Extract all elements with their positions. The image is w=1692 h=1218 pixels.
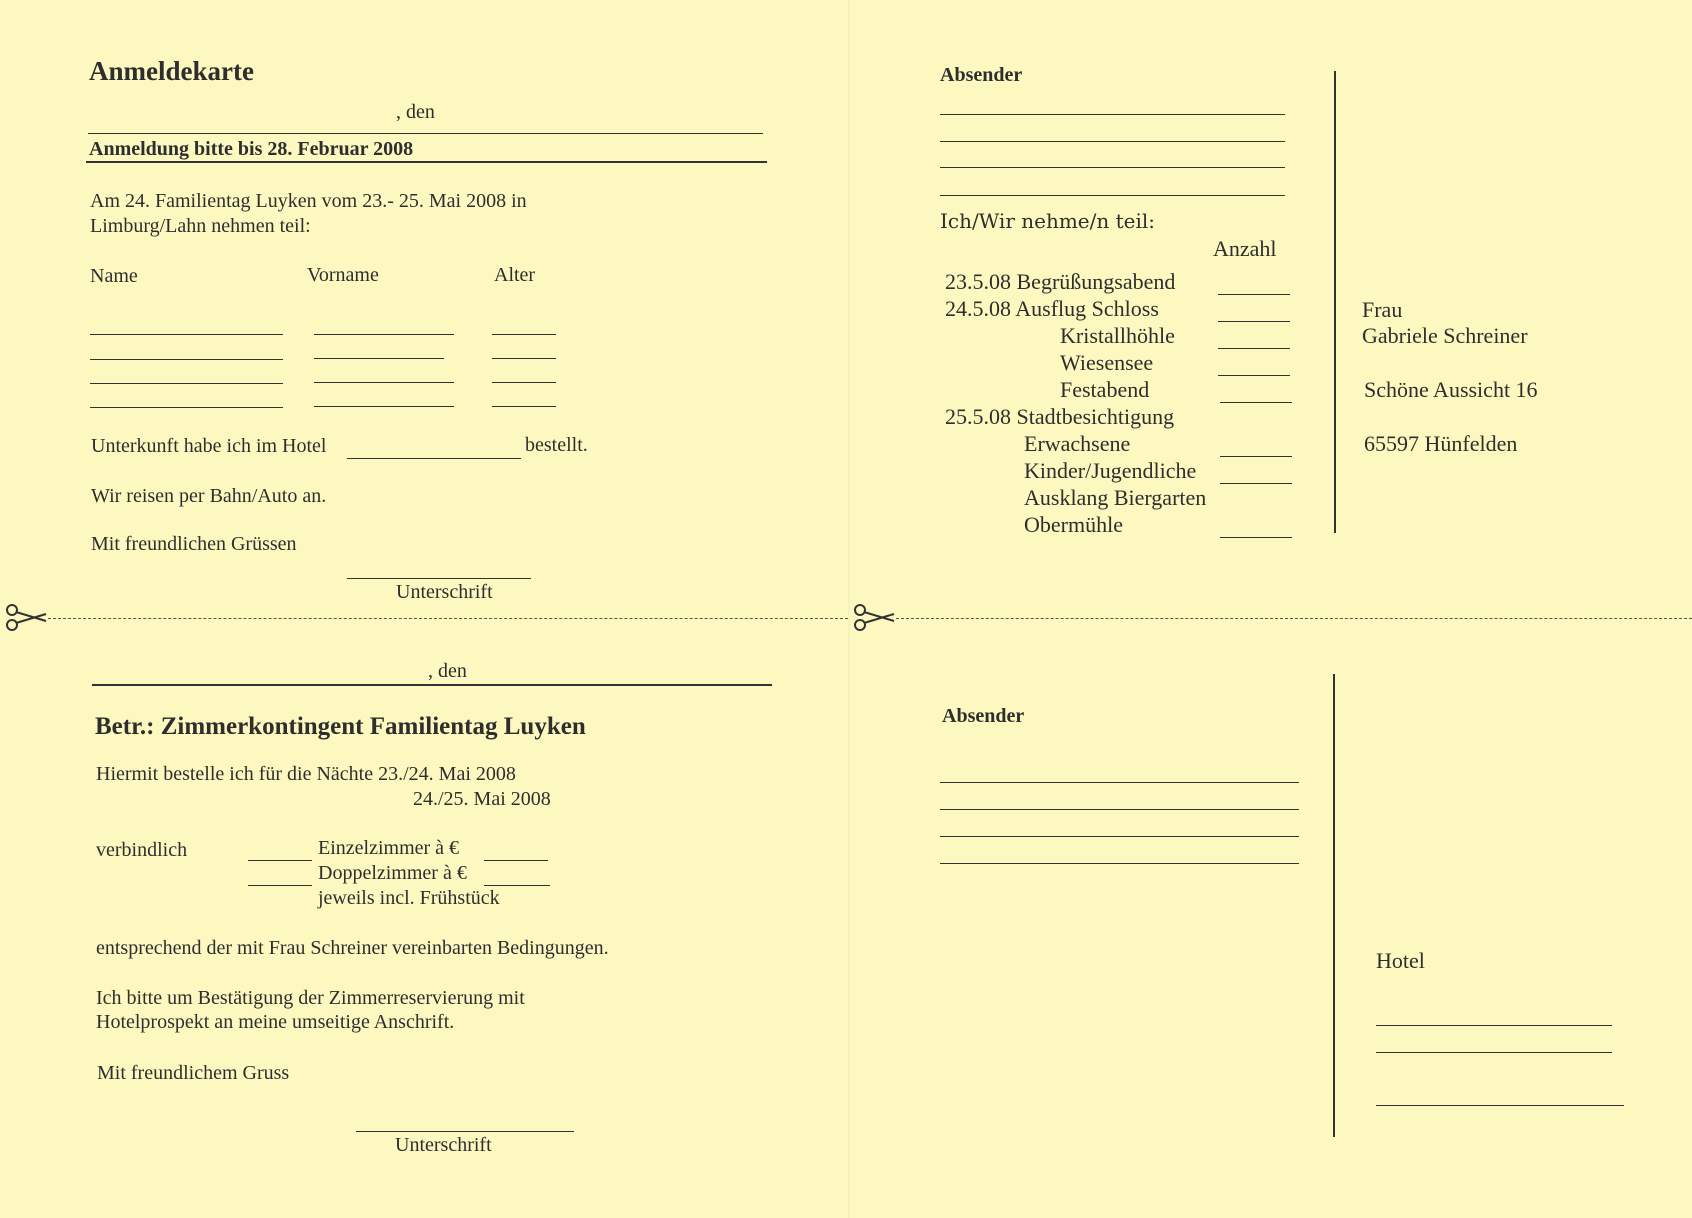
double-room-count-blank[interactable]	[248, 885, 312, 886]
breakfast-note: jeweils incl. Frühstück	[318, 887, 500, 909]
single-room-label: Einzelzimmer à €	[318, 837, 460, 859]
name-blank[interactable]	[90, 383, 283, 384]
hotel-suffix: bestellt.	[525, 434, 588, 456]
vorname-blank[interactable]	[314, 406, 454, 407]
column-header-alter: Alter	[494, 264, 536, 286]
sender-line[interactable]	[940, 195, 1285, 196]
event-crystal-cave: Kristallhöhle	[1060, 323, 1175, 348]
sender-line[interactable]	[940, 809, 1299, 810]
vorname-blank[interactable]	[314, 334, 454, 335]
event-obermuehle: Obermühle	[1024, 512, 1123, 537]
recipient-hotel-label: Hotel	[1376, 948, 1425, 973]
double-room-label: Doppelzimmer à €	[318, 862, 467, 884]
hotel-address-line[interactable]	[1376, 1025, 1612, 1026]
hotel-address-line[interactable]	[1376, 1052, 1612, 1053]
event-city-tour: 25.5.08 Stadtbesichtigung	[945, 404, 1175, 429]
order-line-1: Hiermit bestelle ich für die Nächte 23./24. Mai 2008	[96, 763, 516, 785]
address-divider	[1334, 71, 1336, 533]
sender-heading: Absender	[940, 64, 1023, 86]
address-divider	[1333, 674, 1335, 1137]
sender-line[interactable]	[940, 782, 1299, 783]
participation-heading: Ich/Wir nehme/n teil:	[940, 209, 1156, 233]
signature-line[interactable]	[356, 1131, 574, 1132]
sender-line[interactable]	[940, 863, 1299, 864]
conditions-text: entsprechend der mit Frau Schreiner vereinbarten Bedingungen.	[96, 937, 609, 959]
sender-line[interactable]	[940, 141, 1285, 142]
scissors-icon	[852, 601, 896, 633]
order-line-2: 24./25. Mai 2008	[413, 788, 551, 810]
event-children-youth: Kinder/Jugendliche	[1024, 458, 1197, 483]
alter-blank[interactable]	[492, 358, 556, 359]
event-welcome-evening: 23.5.08 Begrüßungsabend	[945, 269, 1176, 294]
count-blank[interactable]	[1218, 294, 1290, 295]
event-festive-evening: Festabend	[1060, 377, 1150, 402]
deadline-rule	[86, 161, 767, 163]
hotel-prefix: Unterkunft habe ich im Hotel	[91, 435, 327, 457]
date-line[interactable]	[92, 684, 772, 686]
count-blank[interactable]	[1220, 537, 1292, 538]
column-header-vorname: Vorname	[307, 264, 379, 286]
name-blank[interactable]	[90, 407, 283, 408]
center-fold	[848, 0, 850, 1218]
count-blank[interactable]	[1218, 348, 1290, 349]
single-room-price-blank[interactable]	[484, 860, 548, 861]
event-castle-trip: 24.5.08 Ausflug Schloss	[945, 296, 1159, 321]
event-adults: Erwachsene	[1024, 431, 1131, 456]
alter-blank[interactable]	[492, 334, 556, 335]
confirmation-line-2: Hotelprospekt an meine umseitige Anschrift.	[96, 1011, 455, 1033]
date-suffix: , den	[396, 101, 435, 123]
count-blank[interactable]	[1218, 321, 1290, 322]
vorname-blank[interactable]	[314, 358, 444, 359]
date-line[interactable]	[88, 133, 763, 134]
subject-line: Betr.: Zimmerkontingent Familientag Luyken	[95, 713, 586, 740]
card-title: Anmeldekarte	[89, 56, 254, 86]
sender-line[interactable]	[940, 114, 1285, 115]
event-wiesensee: Wiesensee	[1060, 350, 1154, 375]
deadline-notice: Anmeldung bitte bis 28. Februar 2008	[89, 138, 414, 160]
column-header-name: Name	[90, 265, 138, 287]
intro-line-1: Am 24. Familientag Luyken vom 23.- 25. Mai 2008 in	[90, 190, 527, 212]
count-blank[interactable]	[1220, 456, 1292, 457]
signature-label: Unterschrift	[395, 1134, 492, 1156]
count-blank[interactable]	[1220, 402, 1292, 403]
sender-line[interactable]	[940, 167, 1285, 168]
binding-label: verbindlich	[96, 839, 188, 861]
intro-line-2: Limburg/Lahn nehmen teil:	[90, 215, 311, 237]
travel-mode: Wir reisen per Bahn/Auto an.	[91, 485, 327, 507]
event-beer-garden: Ausklang Biergarten	[1024, 485, 1207, 510]
cut-line	[896, 618, 1692, 619]
count-blank[interactable]	[1220, 483, 1292, 484]
closing-greeting: Mit freundlichem Gruss	[97, 1062, 290, 1084]
recipient-city: 65597 Hünfelden	[1364, 431, 1518, 456]
name-blank[interactable]	[90, 334, 283, 335]
alter-blank[interactable]	[492, 406, 556, 407]
signature-line[interactable]	[347, 578, 531, 579]
recipient-name: Gabriele Schreiner	[1362, 323, 1528, 348]
signature-label: Unterschrift	[396, 581, 493, 603]
date-suffix: , den	[428, 660, 467, 682]
count-blank[interactable]	[1218, 375, 1290, 376]
name-blank[interactable]	[90, 359, 283, 360]
single-room-count-blank[interactable]	[248, 860, 312, 861]
count-header: Anzahl	[1213, 236, 1277, 261]
scissors-icon	[4, 601, 48, 633]
recipient-street: Schöne Aussicht 16	[1364, 377, 1538, 402]
recipient-salutation: Frau	[1362, 297, 1403, 322]
sender-line[interactable]	[940, 836, 1299, 837]
double-room-price-blank[interactable]	[484, 885, 550, 886]
vorname-blank[interactable]	[314, 382, 454, 383]
alter-blank[interactable]	[492, 382, 556, 383]
closing-greeting: Mit freundlichen Grüssen	[91, 533, 297, 555]
cut-line	[48, 618, 848, 619]
hotel-blank[interactable]	[347, 458, 521, 459]
sender-heading: Absender	[942, 705, 1025, 727]
hotel-address-line[interactable]	[1376, 1105, 1624, 1106]
confirmation-line-1: Ich bitte um Bestätigung der Zimmerreservierung mit	[96, 987, 525, 1009]
